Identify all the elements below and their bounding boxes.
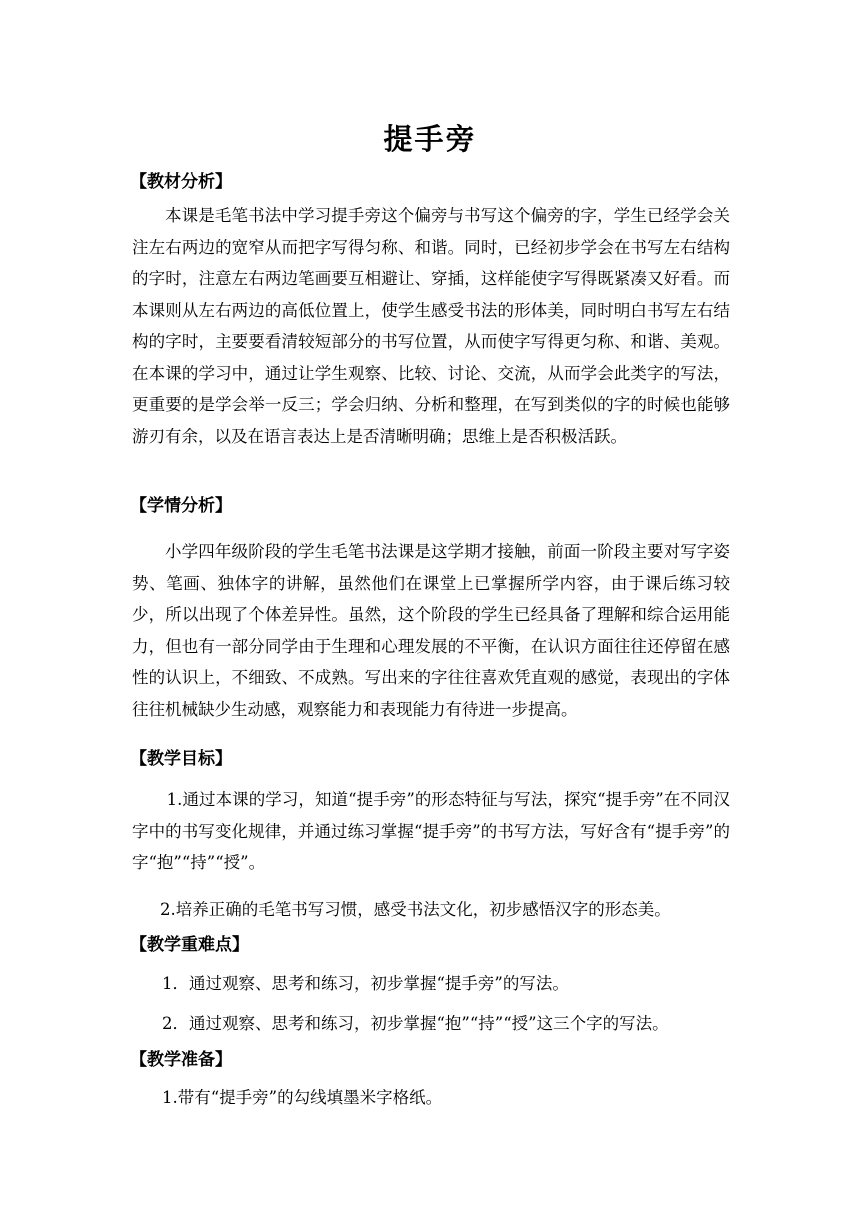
teaching-goal-item: 1.通过本课的学习，知道“提手旁”的形态特征与写法，探究“提手旁”在不同汉字中的书写变化规律，并通过练习掌握“提手旁”的书写方法，写好含有“提手旁”的字“抱”“持”“授”。 (132, 790, 730, 872)
heading-student-analysis: 【学情分析】 (130, 496, 232, 516)
heading-preparation: 【教学准备】 (130, 1050, 232, 1070)
heading-key-points: 【教学重难点】 (130, 935, 249, 955)
heading-teaching-goals: 【教学目标】 (130, 749, 232, 769)
heading-textbook-analysis: 【教材分析】 (130, 172, 232, 192)
paragraph-textbook-analysis: 本课是毛笔书法中学习提手旁这个偏旁与书写这个偏旁的字，学生已经学会关注左右两边的宽窄从而把字写得匀称、和谐。同时，已经初步学会在书写左右结构的字时，注意左右两边笔画要互相避让、穿插，这样能使字写得既紧凑又好看。而本课则从左右两边的高低位置上，使学生感受书法的形体美，同时明白书写左右结构的字时，主要要看清较短部分的书写位置，从而使字写得更匀称、和谐、美观。在本课的学习中，通过让学生观察、比较、讨论、交流，从而学会此类字的写法，更重要的是学会举一反三；学会归纳、分析和整理，在写到类似的字的时候也能够游刃有余，以及在语言表达上是否清晰明确；思维上是否积极活跃。 (132, 206, 730, 446)
paragraph-student-analysis: 小学四年级阶段的学生毛笔书法课是这学期才接触，前面一阶段主要对写字姿势、笔画、独体字的讲解，虽然他们在课堂上已掌握所学内容，由于课后练习较少，所以出现了个体差异性。虽然，这个阶段的学生已经具备了理解和综合运用能力，但也有一部分同学由于生理和心理发展的不平衡，在认识方面往往还停留在感性的认识上，不细致、不成熟。写出来的字往往喜欢凭直观的感觉，表现出的字体往往机械缺少生动感，观察能力和表现能力有待进一步提高。 (132, 542, 730, 719)
teaching-goal-item: 2.培养正确的毛笔书写习惯，感受书法文化，初步感悟汉字的形态美。 (160, 900, 671, 919)
key-point-item: 2．通过观察、思考和练习，初步掌握“抱”“持”“授”这三个字的写法。 (162, 1014, 669, 1033)
preparation-item: 1.带有“提手旁”的勾线填墨米字格纸。 (162, 1088, 443, 1107)
key-point-item: 1．通过观察、思考和练习，初步掌握“提手旁”的写法。 (162, 974, 569, 993)
page-title: 提手旁 (383, 122, 477, 156)
